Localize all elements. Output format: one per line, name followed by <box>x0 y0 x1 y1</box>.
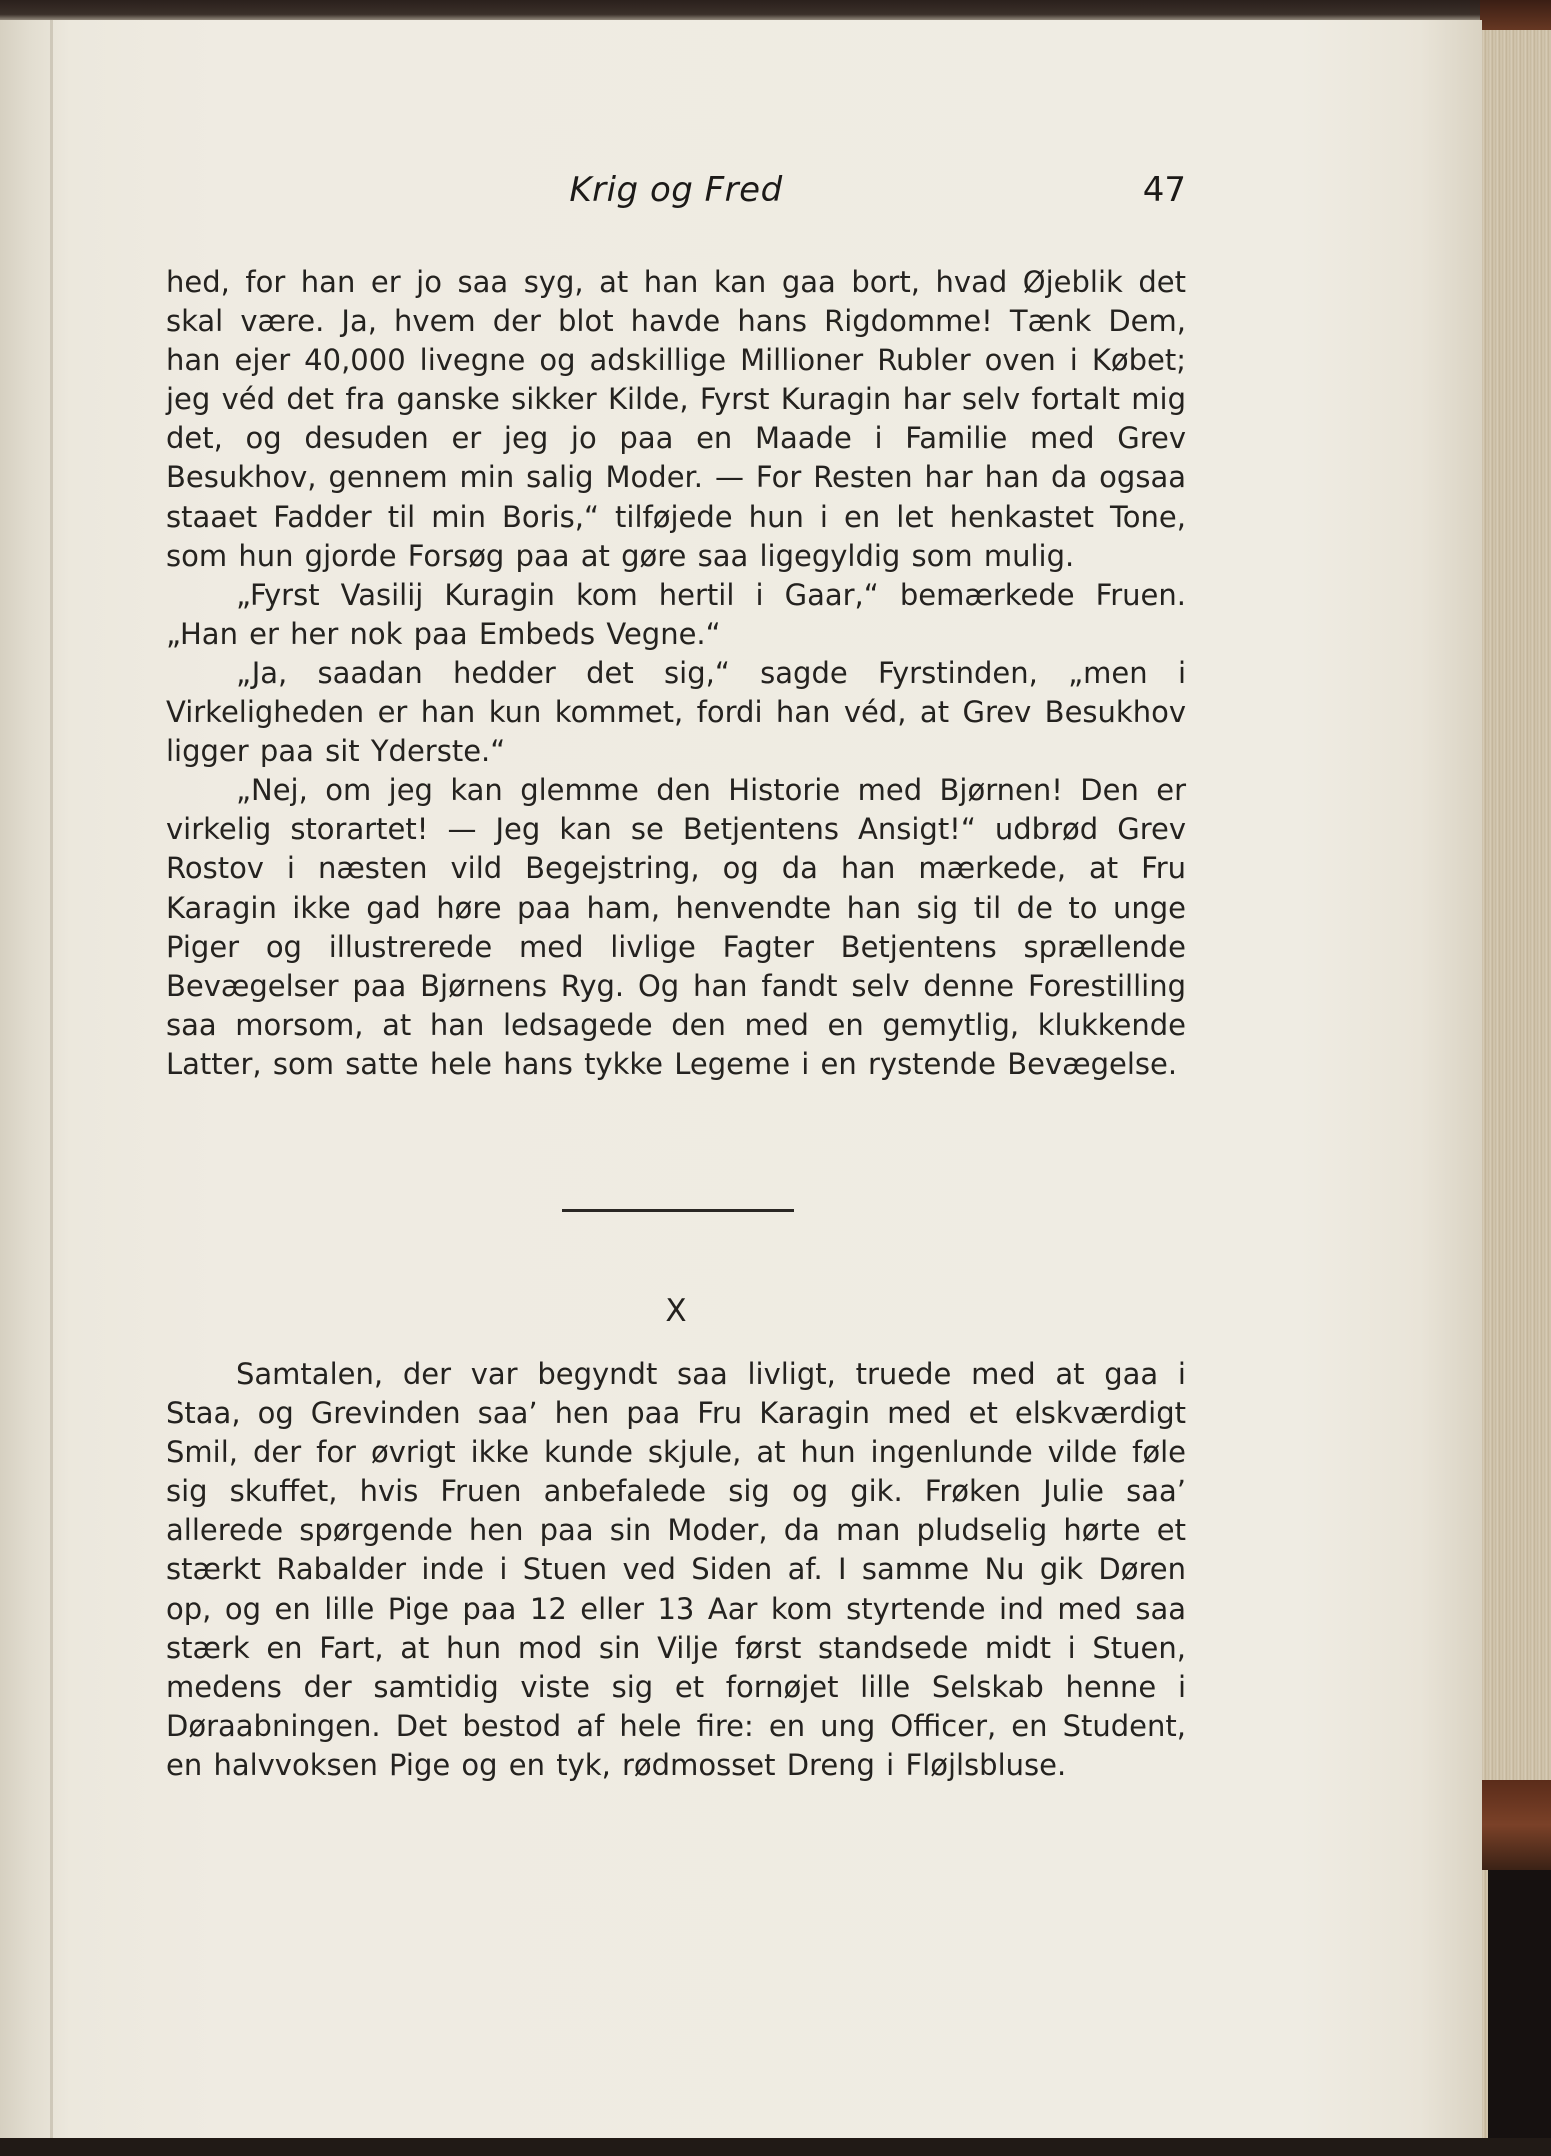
body-text-top <box>166 263 1186 1084</box>
paragraph: Samtalen, der var begyndt saa livligt, truede med at gaa i Staa, og Grevinden saa’ hen paa Fru Karagin med et elskværdigt Smil, der for øvrigt ikke kunde skjule, at hun ingenlunde vilde føle sig skuffet, hvis Fruen anbefalede sig og gik. Frøken Julie saa’ allerede spørgende hen paa sin Moder, da man pludselig hørte et stærkt Rabalder inde i Stuen ved Siden af. I samme Nu gik Døren op, og en lille Pige paa 12 eller 13 Aar kom styrtende ind med saa stærk en Fart, at hun mod sin Vilje først standsede midt i Stuen, medens der samtidig viste sig et fornøjet lille Selskab henne i Døraabningen. Det bestod af hele fire: en ung Officer, en Student, en halvvoksen Pige og en tyk, rødmosset Dreng i Fløjlsbluse. <box>166 1357 1186 1782</box>
body-text-section <box>166 1355 1186 1785</box>
running-head <box>166 170 1186 230</box>
section-number: X <box>665 1293 687 1329</box>
paragraph: „Fyrst Vasilij Kuragin kom hertil i Gaar,“ bemærkede Fruen. „Han er her nok paa Embeds Vegne.“ <box>166 577 1186 651</box>
section-divider <box>562 1209 794 1212</box>
running-title: Krig og Fred <box>569 170 783 210</box>
paragraph: „Nej, om jeg kan glemme den Historie med Bjørnen! Den er virkelig storartet! — Jeg kan se Betjentens Ansigt!“ udbrød Grev Rostov i næsten vild Begejstring, og da han mærkede, at Fru Karagin ikke gad høre paa ham, henvendte han sig til de to unge Piger og illustrerede med livlige Fagter Betjentens sprællende Bevægelser paa Bjørnens Ryg. Og han fandt selv denne Forestilling saa morsom, at han ledsagede den med en gemytlig, klukkende Latter, som satte hele hans tykke Legeme i en rystende Bevægelse. <box>166 773 1186 1081</box>
gutter-shadow <box>50 20 53 2138</box>
book-spine-bottom <box>1480 1780 1551 1870</box>
paragraph-continuation: hed, for han er jo saa syg, at han kan gaa bort, hvad Øjeblik det skal være. Ja, hvem der blot havde hans Rigdomme! Tænk Dem, han ejer 40,000 livegne og adskillige Millioner Rubler oven i Købet; jeg véd det fra ganske sikker Kilde, Fyrst Kuragin har selv fortalt mig det, og desuden er jeg jo paa en Maade i Familie med Grev Besukhov, gennem min salig Moder. — For Resten har han da ogsaa staaet Fadder til min Boris,“ tilføjede hun i en let henkastet Tone, som hun gjorde Forsøg paa at gøre saa ligegyldig som mulig. <box>166 265 1186 573</box>
paragraph: „Ja, saadan hedder det sig,“ sagde Fyrstinden, „men i Virkeligheden er han kun kommet, fordi han véd, at Grev Besukhov ligger paa sit Yderste.“ <box>166 655 1186 769</box>
page-number: 47 <box>1142 170 1186 210</box>
scan-corner <box>1488 1870 1551 2156</box>
scan-bottom-edge <box>0 2138 1551 2156</box>
